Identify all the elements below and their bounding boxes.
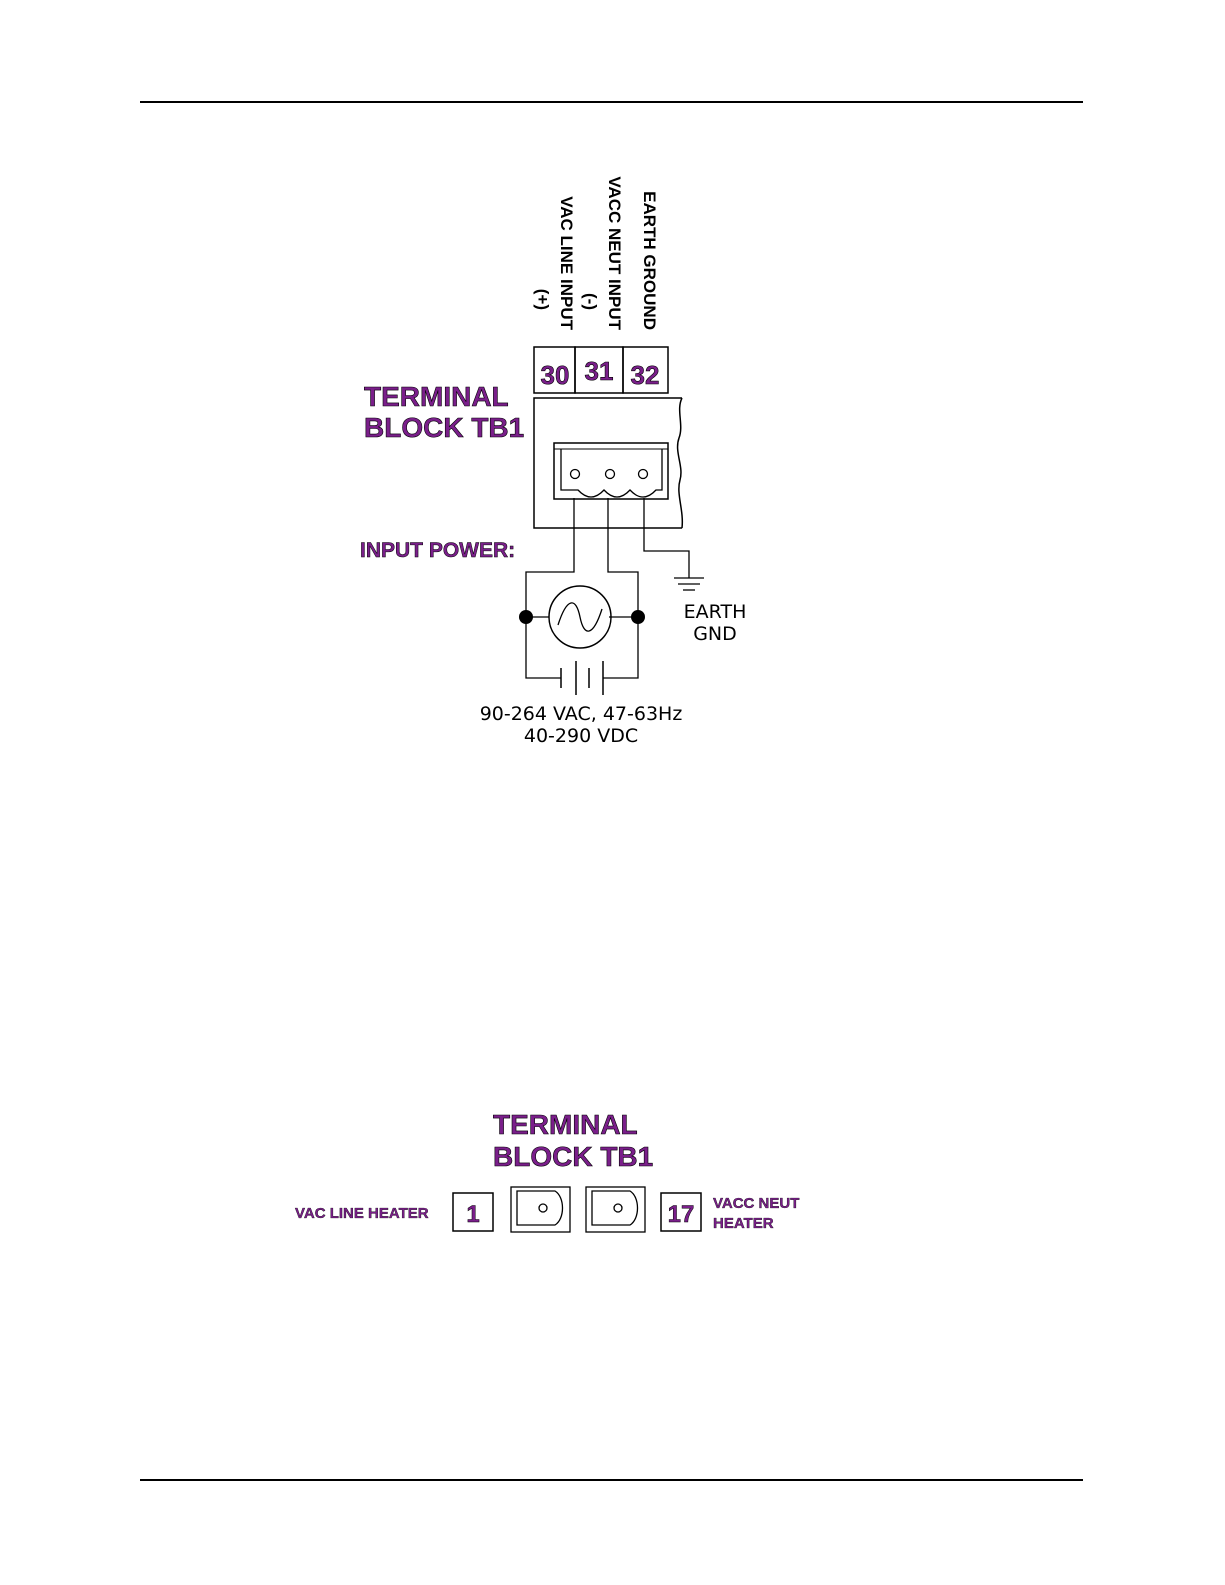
heater-block-title-1: TERMINAL	[493, 1109, 638, 1140]
terminal-screw-right	[586, 1187, 645, 1232]
earth-ground-symbol	[674, 578, 704, 590]
vacc-neut-heater-label-1: VACC NEUT	[713, 1195, 800, 1212]
power-wiring-diagram	[360, 176, 746, 747]
input-power-label: INPUT POWER:	[360, 539, 516, 562]
wiring	[526, 498, 689, 678]
dc-battery-symbol	[561, 661, 603, 695]
connector-plug	[554, 443, 668, 499]
earth-gnd-label-2: GND	[693, 623, 737, 645]
junction-dot-right	[631, 610, 645, 624]
heater-terminal-diagram	[295, 1109, 799, 1232]
terminal-screw-left	[511, 1187, 570, 1232]
terminal-number-1: 1	[466, 1201, 480, 1228]
terminal-block-title-2: BLOCK TB1	[364, 412, 525, 443]
earth-gnd-label-1: EARTH	[683, 601, 747, 623]
vac-line-polarity-label: (+)	[533, 288, 552, 310]
terminal-number-32: 32	[630, 360, 660, 390]
vac-line-heater-label: VAC LINE HEATER	[295, 1205, 429, 1222]
vacc-neut-polarity-label: (-)	[581, 293, 600, 310]
vacc-neut-input-label: VACC NEUT INPUT	[605, 176, 624, 330]
terminal-number-31: 31	[584, 356, 614, 386]
terminal-block-title-1: TERMINAL	[364, 381, 509, 412]
terminal-number-17: 17	[667, 1201, 695, 1228]
heater-block-title-2: BLOCK TB1	[493, 1141, 654, 1172]
input-spec-ac: 90-264 VAC, 47-63Hz	[479, 703, 683, 725]
ac-source-symbol	[549, 586, 611, 648]
vacc-neut-heater-label-2: HEATER	[713, 1215, 774, 1232]
junction-dot-left	[519, 610, 533, 624]
earth-ground-label: EARTH GROUND	[640, 191, 659, 330]
input-spec-dc: 40-290 VDC	[523, 725, 639, 747]
terminal-number-30: 30	[540, 360, 570, 390]
vac-line-input-label: VAC LINE INPUT	[557, 196, 576, 330]
